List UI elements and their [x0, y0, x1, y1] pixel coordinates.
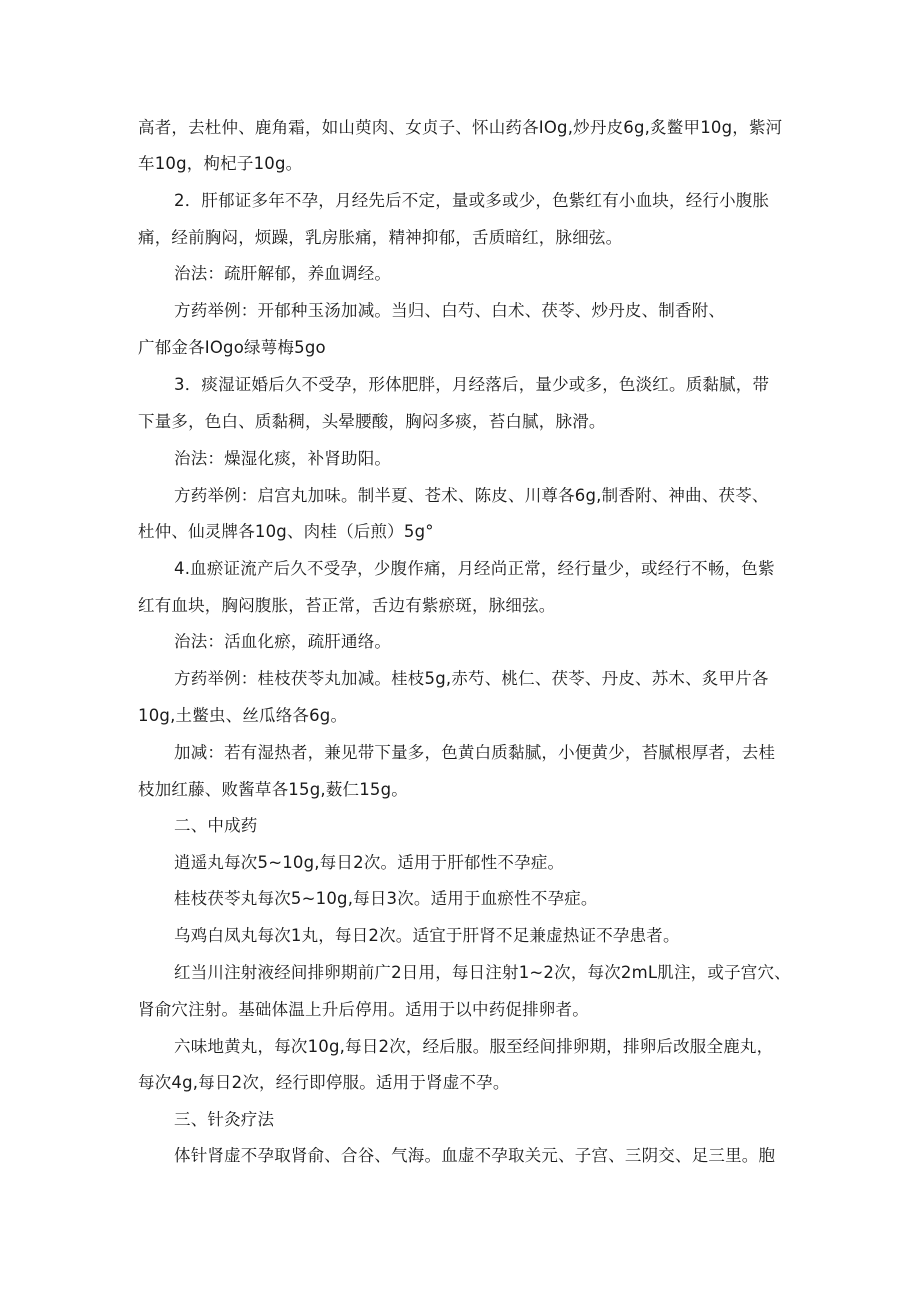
section-heading: 三、针灸疗法 — [174, 1110, 275, 1129]
text-line: 治法：活血化瘀，疏肝通络。 — [174, 632, 392, 651]
text-line: 六味地黄丸，每次10g,每日2次，经后服。服至经间排卵期，排卵后改服全鹿丸， — [174, 1037, 774, 1056]
text-line: 2．肝郁证多年不孕，月经先后不定，量或多或少，色紫红有小血块，经行小腹胀 — [174, 191, 770, 210]
text-line: 下量多，色白、质黏稠，头晕腰酸，胸闷多痰，苔白腻，脉滑。 — [138, 412, 606, 431]
text-line: 枝加红藤、败酱草各15g,薮仁15g。 — [138, 780, 408, 799]
text-line: 车10g，枸杞子10g。 — [138, 154, 303, 173]
text-line: 肾俞穴注射。基础体温上升后停用。适用于以中药促排卵者。 — [138, 1000, 589, 1019]
section-heading: 二、中成药 — [174, 816, 258, 835]
text-line: 杜仲、仙灵牌各10g、肉桂（后煎）5g° — [138, 522, 434, 541]
text-line: 红当川注射液经间排卵期前广2日用，每日注射1~2次，每次2mL肌注，或子宫穴、 — [174, 963, 791, 982]
text-line: 痛，经前胸闷，烦躁，乳房胀痛，精神抑郁，舌质暗红，脉细弦。 — [138, 228, 623, 247]
text-line: 方药举例：开郁种玉汤加减。当归、白芍、白术、茯苓、炒丹皮、制香附、 — [174, 301, 726, 320]
text-line: 10g,土鳖虫、丝瓜络各6g。 — [138, 706, 348, 725]
text-line: 逍遥丸每次5~10g,每日2次。适用于肝郁性不孕症。 — [174, 853, 565, 872]
text-line: 广郁金各IOgo绿萼梅5go — [138, 338, 326, 357]
text-line: 方药举例：桂枝茯苓丸加减。桂枝5g,赤芍、桃仁、茯苓、丹皮、苏木、炙甲片各 — [174, 669, 769, 688]
text-line: 高者，去杜仲、鹿角霜，如山萸肉、女贞子、怀山药各IOg,炒丹皮6g,炙鳖甲10g，紫河 — [138, 118, 783, 137]
text-line: 乌鸡白凤丸每次1丸，每日2次。适宜于肝肾不足兼虚热证不孕患者。 — [174, 926, 680, 945]
text-line: 每次4g,每日2次，经行即停服。适用于肾虚不孕。 — [138, 1073, 510, 1092]
text-line: 4.血瘀证流产后久不受孕，少腹作痛，月经尚正常，经行量少，或经行不畅，色紫 — [174, 559, 775, 578]
text-line: 3．痰湿证婚后久不受孕，形体肥胖，月经落后，量少或多，色淡红。质黏腻，带 — [174, 375, 770, 394]
text-line: 治法：疏肝解郁，养血调经。 — [174, 264, 392, 283]
text-line: 方药举例：启宫丸加味。制半夏、苍术、陈皮、川尊各6g,制香附、神曲、茯苓、 — [174, 486, 769, 505]
text-line: 桂枝茯苓丸每次5~10g,每日3次。适用于血瘀性不孕症。 — [174, 889, 598, 908]
text-line: 治法：燥湿化痰，补肾助阳。 — [174, 449, 392, 468]
text-line: 体针肾虚不孕取肾俞、合谷、气海。血虚不孕取关元、子宫、三阴交、足三里。胞 — [174, 1146, 776, 1165]
text-line: 加减：若有湿热者，兼见带下量多，色黄白质黏腻，小便黄少，苔腻根厚者，去桂 — [174, 743, 776, 762]
text-line: 红有血块，胸闷腹胀，苔正常，舌边有紫瘀斑，脉细弦。 — [138, 596, 556, 615]
